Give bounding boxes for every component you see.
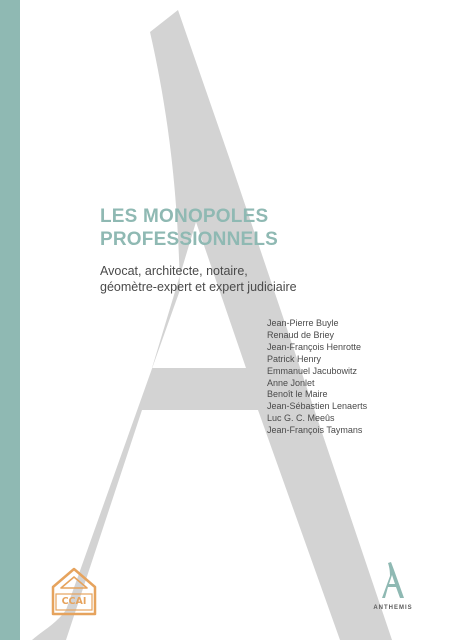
ccai-logo-text: CCAI bbox=[61, 596, 87, 607]
book-title-line-2: PROFESSIONNELS bbox=[100, 229, 279, 250]
book-subtitle-line-2: géomètre-expert et expert judiciaire bbox=[100, 280, 297, 294]
author-name: Benoît le Maire bbox=[267, 389, 328, 400]
book-title bbox=[100, 205, 278, 251]
publisher-logo bbox=[368, 562, 418, 611]
author-name: Jean-Pierre Buyle bbox=[267, 318, 339, 328]
author-name: Jean-François Taymans bbox=[267, 425, 363, 436]
author-name: Jean-Sébastien Lenaerts bbox=[267, 401, 368, 412]
author-name: Renaud de Briey bbox=[267, 329, 335, 340]
author-name: Emmanuel Jacubowitz bbox=[267, 365, 358, 376]
book-subtitle bbox=[100, 263, 297, 295]
author-name: Luc G. C. Meeûs bbox=[267, 413, 335, 424]
author-list bbox=[267, 318, 367, 437]
author-name: Anne Jonlet bbox=[267, 377, 315, 388]
author-name: Patrick Henry bbox=[267, 353, 322, 364]
cover-spine-band bbox=[0, 0, 20, 640]
ccai-house-icon bbox=[48, 565, 100, 617]
book-title-line-1: LES MONOPOLES bbox=[100, 206, 269, 227]
author-name: Jean-François Henrotte bbox=[267, 341, 362, 352]
book-subtitle-line-1: Avocat, architecte, notaire, bbox=[100, 264, 248, 278]
ccai-logo bbox=[48, 565, 100, 617]
anthemis-a-logo-icon bbox=[380, 562, 406, 598]
anthemis-letter-a-watermark bbox=[20, 0, 454, 640]
publisher-name: ANTHEMIS bbox=[373, 605, 413, 611]
